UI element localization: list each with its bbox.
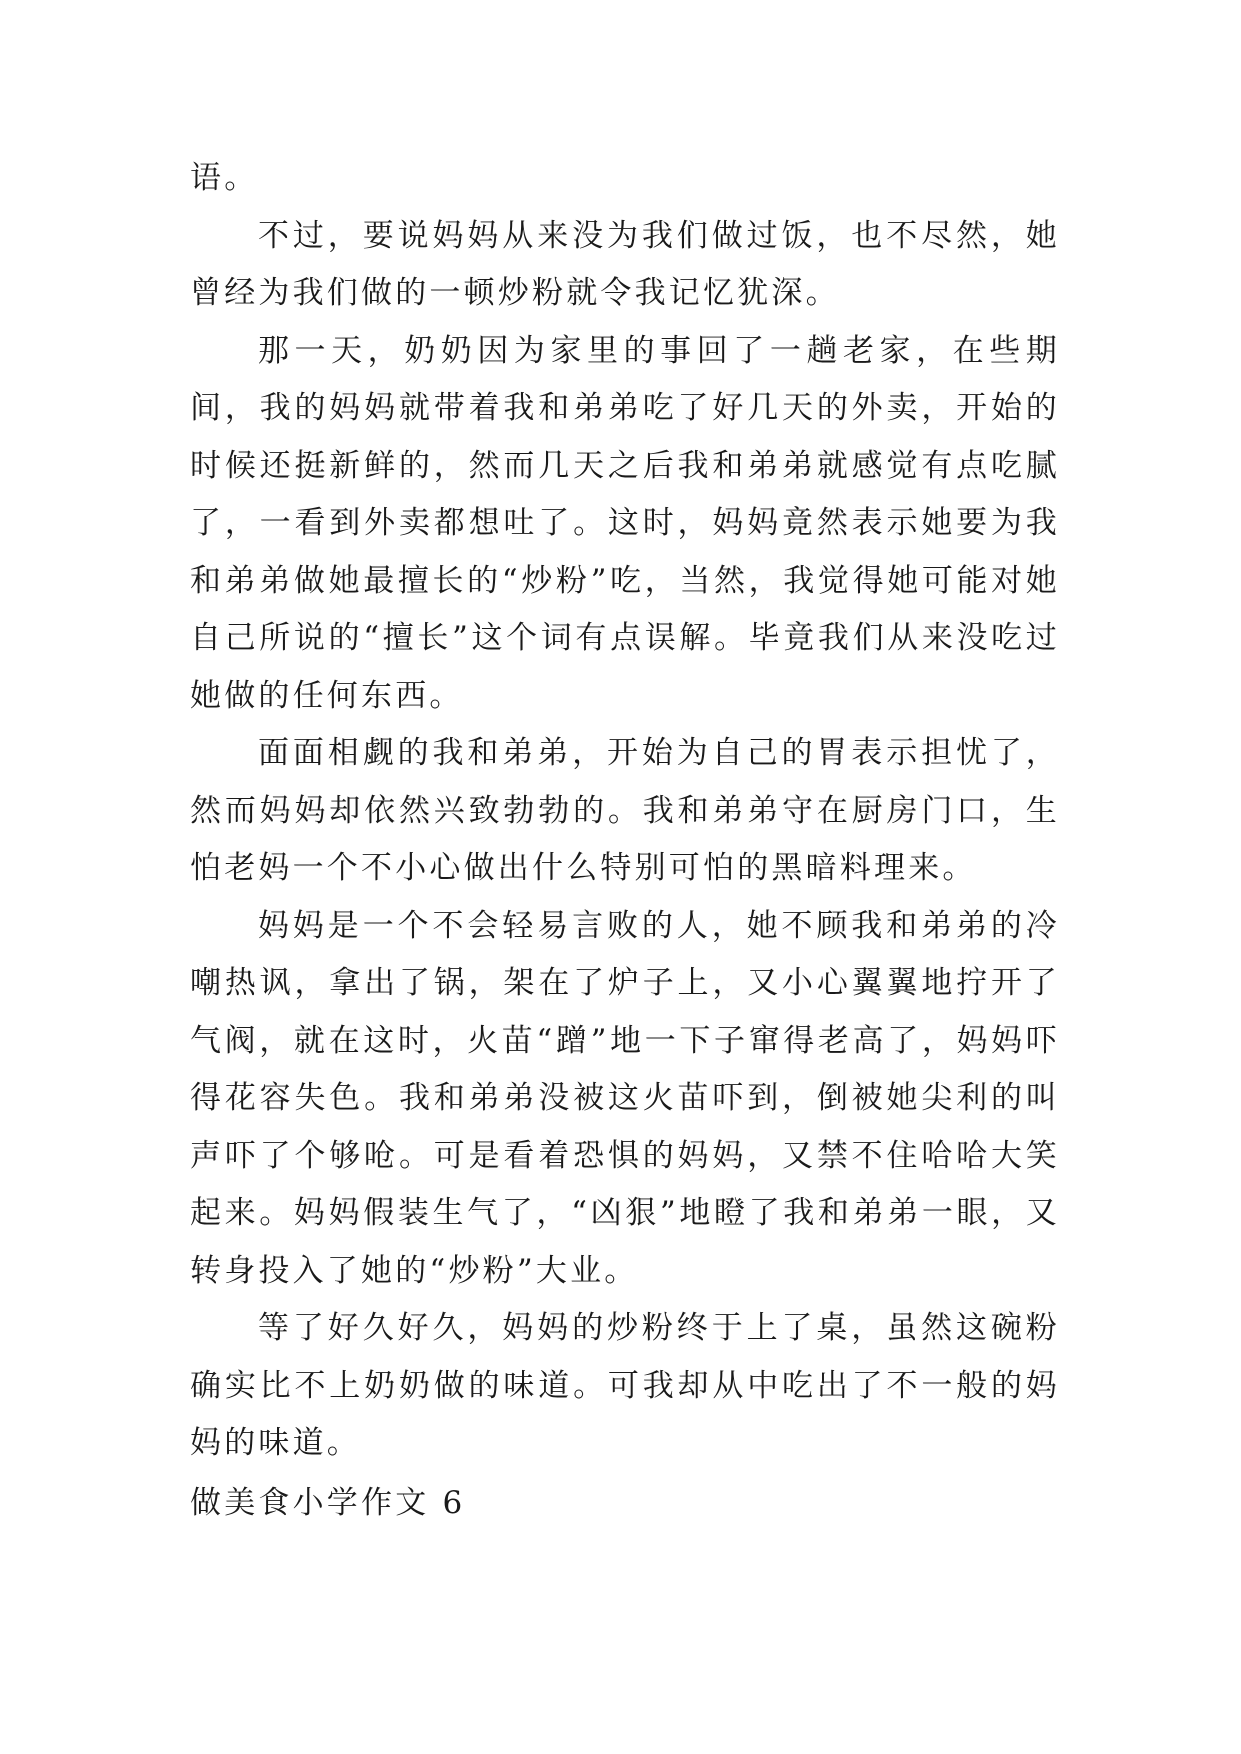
paragraph-continuation: 语。: [190, 160, 259, 196]
paragraph: 妈妈是一个不会轻易言败的人，她不顾我和弟弟的冷嘲热讽，拿出了锅，架在了炉子上，又小心翼翼地拧开了气阀，就在这时，火苗“蹭”地一下子窜得老高了，妈妈吓得花容失色。我和弟弟没被这火苗吓到，倒被她尖利的叫声吓了个够呛。可是看着恐惧的妈妈，又禁不住哈哈大笑起来。妈妈假装生气了，“凶狠”地瞪了我和弟弟一眼，又转身投入了她的“炒粉”大业。: [190, 907, 1060, 1289]
paragraph: 那一天，奶奶因为家里的事回了一趟老家，在些期间，我的妈妈就带着我和弟弟吃了好几天的外卖，开始的时候还挺新鲜的，然而几天之后我和弟弟就感觉有点吃腻了，一看到外卖都想吐了。这时，妈妈竟然表示她要为我和弟弟做她最擅长的“炒粉”吃，当然，我觉得她可能对她自己所说的“擅长”这个词有点误解。毕竟我们从来没吃过她做的任何东西。: [190, 332, 1060, 714]
paragraph: 面面相觑的我和弟弟，开始为自己的胃表示担忧了，然而妈妈却依然兴致勃勃的。我和弟弟守在厨房门口，生怕老妈一个不小心做出什么特别可怕的黑暗料理来。: [190, 735, 1060, 886]
paragraph: 等了好久好久，妈妈的炒粉终于上了桌，虽然这碗粉确实比不上奶奶做的味道。可我却从中吃出了不一般的妈妈的味道。: [190, 1310, 1060, 1461]
section-heading: 做美食小学作文 6: [190, 1484, 466, 1521]
document-page: [190, 150, 1060, 1532]
paragraph: 不过，要说妈妈从来没为我们做过饭，也不尽然，她曾经为我们做的一顿炒粉就令我记忆犹深。: [190, 217, 1060, 311]
